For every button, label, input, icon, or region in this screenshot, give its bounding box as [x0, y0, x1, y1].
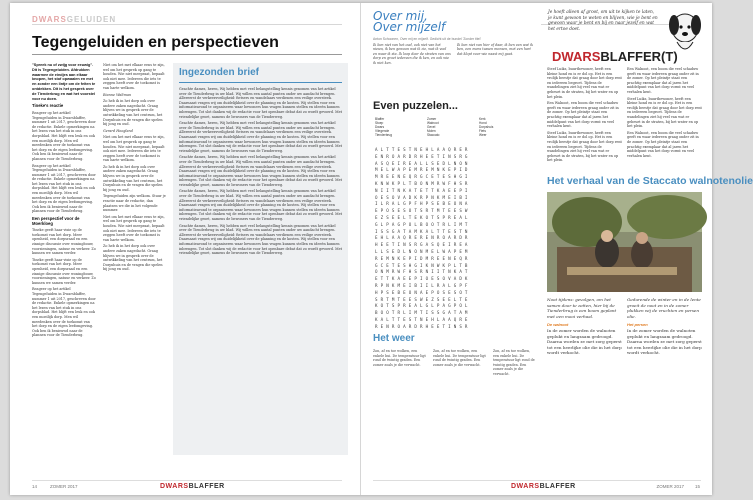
puzzle-grid-row: ETTKAEEPIOESOVADK [375, 276, 471, 282]
footer-logo [160, 483, 225, 490]
body-text: Niet om het met elkaar eens te zijn, wel om het gesprek op gang te houden. Wie niet meepraat, bepaalt ook niet mee. Iedereen die iets te zeggen heeft over de toekomst is van harte welkom. [103, 63, 165, 90]
puzzle-grid-row: ENROARDRHEETINSRG [375, 153, 471, 159]
footer-logo-rest: BLAFFER [539, 483, 576, 490]
puzzle-grid-row: NIITNKATETTKAEEPI [375, 187, 471, 193]
blaffer-text: Steef Luiks, buurtbewoner, heeft een kleine hond en is er dol op. Het is een vrolijk beestje dat graag door het dorp rent en iedereen begroet. Tijdens de wandelingen ziet hij veel van wat er gebeurt in de straten, bij het water en op het plein. [547, 130, 622, 163]
letter-body [179, 87, 342, 447]
body-text: Zo heb ik in het dorp ook over andere zaken nagedacht. Graag blijven we in gesprek over de ontwikkeling van het centrum, het Dorpshuis en de vragen die spelen bij jong en oud. [103, 164, 163, 192]
puzzle-grid-row: REMNKEPIDMREENEQR [375, 255, 471, 261]
weather-title: Het weer [373, 333, 415, 344]
signature: Rianne Waltman [103, 92, 132, 97]
letter-text: Geachte dames, heren, Wij hebben met veel belangstelling kennis genomen van het artikel over de Tienderbrug in uw blad. Wij willen een aantal punten onder uw aandacht brengen. Allereerst de verkeersveiligheid: fietsers en wandelaars verdienen een veilige oversteek. Daarnaast vragen wij om duidelijkheid over de planning en de kosten. Wij stellen voor een informatieavond te organiseren waar bewoners hun vragen kunnen stellen en ideeën kunnen inbrengen. Tot slot danken wij de redactie voor het openbare debat dat zo wordt gevoerd. Met vriendelijke groet, namens de bewoners van de Tienderweg. [179, 189, 342, 222]
footer-page-number: 15 [694, 484, 700, 489]
puzzle-word: Hond [479, 121, 487, 126]
puzzle-grid-row: ILRALGPFHPSEBEONA [375, 201, 471, 207]
magazine-spread [10, 3, 753, 495]
poem-title [373, 11, 445, 33]
letter-text: Geachte dames, heren, Wij hebben met veel belangstelling kennis genomen van het artikel over de Tienderbrug in uw blad. Wij willen een aantal punten onder uw aandacht brengen. Allereerst de verkeersveiligheid: fietsers en wandelaars verdienen een veilige oversteek. Daarnaast vragen wij om duidelijkheid over de planning en de kosten. Wij stellen voor een informatieavond te organiseren waar bewoners hun vragen kunnen stellen en ideeën kunnen inbrengen. Tot slot danken wij de redactie voor het openbare debat dat zo wordt gevoerd. Met vriendelijke groet, namens de bewoners van de Tienderweg. [179, 87, 342, 119]
puzzle-grid-row: ALTTESTNEHLAAQRER [375, 147, 471, 152]
puzzle-word: Gevel [427, 125, 436, 130]
body-text: Tineke geeft haar visie op de toekomst van het dorp. Meer openheid, een dorpsraad en een zinnige discussie over woningbouw, voorzieningen, natuur en verkeer. Zo kunnen we samen verder. [32, 257, 96, 285]
puzzle-grid-row: BOOTRLIMTISSGATAM [375, 310, 471, 316]
blaffer-title-brand: DWARS [552, 49, 601, 64]
body-text: Reageer op het artikel Tegengeluiden in Dwarsblaffer, nummer 1 uit 2017, geschreven door de redactie. Enkele opmerkingen na het lezen van het stuk in ons dorpsblad. Het blijft een leuk en ook een moeilijk dorp. Men wil meedenken over de toekomst van het dorp en de eigen leefomgeving. Ook ben ik benieuwd naar de plannen voor de Tienderbrug. [32, 287, 96, 338]
section-tag [32, 15, 116, 24]
puzzle-grid-row: GLPAGPOLBOOTRLIMT [375, 221, 471, 227]
photo-caption-1 [547, 297, 622, 356]
body-text: Zo heb ik in het dorp ook over andere zaken nagedacht. Graag blijven we in gesprek over de ontwikkeling van het centrum, het Dorpshuis en de vragen die spelen bij jong en oud. [103, 99, 163, 127]
puzzle-word: Weer [479, 133, 487, 138]
subheading: Een perspectief voor de Moerkloeg [32, 216, 80, 226]
puzzle-letter-grid [375, 147, 515, 331]
puzzle-grid-row: RPNKMEIBIILRALGPF [375, 282, 471, 288]
caption-2-text: Gedurende de winter en in de lente groeit de noot en in de zomer plukken wij de vruchten en persen olie. [627, 297, 701, 319]
body-text: Tegengeluiden zijn welkom. Stuur je reactie naar de redactie, dan plaatsen we die in het volgende nummer. [103, 194, 166, 213]
blaffer-column-2 [627, 67, 702, 167]
puzzle-word: Fiets [479, 129, 486, 134]
puzzle-word: Tienderbrug [375, 133, 393, 138]
column-2 [103, 63, 167, 463]
blaffer-text: Steef Luiks, buurtbewoner, heeft een kleine hond en is er dol op. Het is een vrolijk beestje dat graag door het dorp rent en iedereen begroet. Tijdens de wandelingen ziet hij veel van wat er gebeurt in de straten, bij het water en op het plein. [627, 96, 702, 129]
puzzle-word: Zomer [427, 117, 437, 121]
puzzle-word-column [479, 117, 493, 137]
blaffer-column-1 [547, 67, 622, 167]
letter-text: Geachte dames, heren, Wij hebben met veel belangstelling kennis genomen van het artikel over de Tienderbrug in uw blad. Wij willen een aantal punten onder uw aandacht brengen. Allereerst de verkeersveiligheid: fietsers en wandelaars verdienen een veilige oversteek. Daarnaast vragen wij om duidelijkheid over de planning en de kosten. Wij stellen voor een informatieavond te organiseren waar bewoners hun vragen kunnen stellen en ideeën kunnen inbrengen. Tot slot danken wij de redactie voor het openbare debat dat zo wordt gevoerd. Met vriendelijke groet, namens de bewoners van de Tienderweg. [179, 155, 342, 187]
puzzle-title: Even puzzelen... [373, 100, 458, 112]
body-text: Reageer op het artikel Tegengeluiden in Dwarsblaffer, nummer 1 uit 2017, geschreven door de redactie. Enkele opmerkingen na het lezen van het stuk in ons dorpsblad. Het blijft een leuk en ook een moeilijk dorp. Men wil meedenken over de toekomst van het dorp en de eigen leefomgeving. Ook ben ik benieuwd naar de plannen voor de Tienderbrug. [32, 163, 96, 214]
caption-body-2: In de zomer worden de walnoten geplukt en langzaam gedroogd. Daarna worden ze met zorg geperst tot een heerlijke olie die in het dorp wordt verkocht. [627, 327, 702, 356]
blaffer-title-rest: BLAFFER(T) [600, 49, 678, 64]
puzzle-word-column [375, 117, 392, 137]
footer-logo-rest: BLAFFER [188, 483, 225, 490]
puzzle-word: Kerk [479, 117, 486, 121]
section-tag-rest: GELUIDEN [66, 15, 117, 24]
subheading: Tineke's reactie [32, 103, 64, 109]
poem-column-1: Ik ben niet van het oud, ook niet van het nieuw, ik ben gewoon wat ik zie, wat ik voel en waar ik sta. Ik loop door de straten van ons dorp en groet iedereen die ik ken, en ook wie ik niet ken. [373, 43, 451, 65]
lead-text: "Spreek nu of zwijg voor eeuwig". Dit is Tegengeluiden. Afdrukken waarmee de eindjes aan elkaar knopen, het stof opwaaien en met en zonder een lintje om de feiten te ontdekken. Dit is het gesprek over de Tienderbrug en wat het voorstel voor nu doen. [32, 63, 96, 101]
walnut-article-title: Het verhaal van de Staccato walnotenolie [547, 175, 753, 187]
left-page [10, 3, 360, 495]
puzzle-grid-row: HEETINSRGASQEIREA [375, 242, 471, 248]
puzzle-word: Dorpshuis [479, 125, 494, 130]
puzzle-grid-row: RENROARDRHEETINSR [375, 323, 471, 329]
blaffer-text: Een Walnoot, een boom die veel schaduw geeft en waar iedereen graag onder zit in de zomer. Op het pleintje staat een prachtig exemplaar dat al jaren het middelpunt van het dorp vormt en veel verhalen kent. [627, 67, 699, 94]
puzzle-grid-row: HPSEBEONAEPOSESOT [375, 289, 471, 295]
signature: Gerard Hoogland [103, 128, 133, 133]
letter-text: Geachte dames, heren, Wij hebben met veel belangstelling kennis genomen van het artikel over de Tienderbrug in uw blad. Wij willen een aantal punten onder uw aandacht brengen. Allereerst de verkeersveiligheid: fietsers en wandelaars verdienen een veilige oversteek. Daarnaast vragen wij om duidelijkheid over de planning en de kosten. Wij stellen voor een informatieavond te organiseren waar bewoners hun vragen kunnen stellen en ideeën kunnen inbrengen. Tot slot danken wij de redactie voor het openbare debat dat zo wordt gevoerd. Met vriendelijke groet, namens de bewoners van de Tienderweg. [179, 223, 342, 256]
puzzle-word: Blaffer [375, 117, 385, 121]
poem-column-2: Ik ben niet van hier of daar, ik ben van wat ik ben, een mens tussen mensen, met een hart dat klopt voor wie naast mij gaat. [457, 43, 533, 56]
puzzle-grid-row: KALTTESTNEHLAAQRE [375, 316, 471, 322]
blaffer-text: Een Walnoot, een boom die veel schaduw geeft en waar iedereen graag onder zit in de zomer. Op het pleintje staat een prachtig exemplaar dat al jaren het middelpunt van het dorp vormt en veel verhalen kent. [547, 101, 619, 129]
puzzle-grid-row: ISSGATAMKALTTESTN [375, 228, 471, 234]
body-text: Tineke geeft haar visie op de toekomst van het dorp. Meer openheid, een dorpsraad en een zinnige discussie over woningbouw, voorzieningen, natuur en verkeer. Zo kunnen we samen verder. [32, 228, 96, 256]
footer-logo-brand: DWARS [160, 483, 189, 490]
poem-byline: Anton Schoonen, Over mij en mijzelf. Gedicht uit de bundel 'Zonder titel' [373, 37, 481, 41]
blaffer-title [552, 49, 678, 64]
body-text: Reageer op het artikel Tegengeluiden in Dwarsblaffer, nummer 1 uit 2017, geschreven door de redactie. Enkele opmerkingen na het lezen van het stuk in ons dorpsblad. Het blijft een leuk en ook een moeilijk dorp. Men wil meedenken over de toekomst van het dorp en de eigen leefomgeving. Ook ben ik benieuwd naar de plannen voor de Tienderbrug. [32, 110, 96, 161]
walnut-photo [547, 192, 702, 292]
letter-text: Geachte dames, heren, Wij hebben met veel belangstelling kennis genomen van het artikel over de Tienderbrug in uw blad. Wij willen een aantal punten onder uw aandacht brengen. Allereerst de verkeersveiligheid: fietsers en wandelaars verdienen een veilige oversteek. Daarnaast vragen wij om duidelijkheid over de planning en de kosten. Wij stellen voor een informatieavond te organiseren waar bewoners hun vragen kunnen stellen en ideeën kunnen inbrengen. Tot slot danken wij de redactie voor het openbare debat dat zo wordt gevoerd. Met vriendelijke groet, namens de bewoners van de Tienderweg. [179, 121, 342, 153]
weather-text-3: Zon, af en toe wolken, een enkele bui. De temperatuur ligt rond de twintig graden. Een zomer zoals je die verwacht. [493, 349, 535, 376]
letter-box-title: Ingezonden brief [179, 67, 259, 78]
puzzle-grid-row: MELWAPEMREMNKEPID [375, 167, 471, 173]
puzzle-grid-row: ONMRWFHSRNIITNKAT [375, 269, 471, 275]
puzzle-grid-row: MREENEQRGCETESHGI [375, 174, 471, 180]
title-rule [32, 54, 342, 55]
header-rule [32, 24, 342, 25]
puzzle-grid-row: GCETESHGIKNWKPLTB [375, 262, 471, 268]
puzzle-word: Walnoot [427, 121, 439, 126]
puzzle-word: Molen [427, 129, 436, 134]
footer-logo-brand: DWARS [511, 483, 540, 490]
puzzle-word: Dwars [375, 125, 385, 130]
caption-heading-2: Het persen [627, 322, 648, 328]
caption-body-1: In de zomer worden de walnoten geplukt en langzaam gedroogd. Daarna worden ze met zorg geperst tot een heerlijke olie die in het dorp wordt verkocht. [547, 327, 622, 356]
puzzle-word: Vliegende [375, 129, 390, 134]
letter-box-rule [179, 82, 342, 83]
column-1 [32, 63, 96, 463]
weather-text-2: Zon, af en toe wolken, een enkele bui. De temperatuur ligt rond de twintig graden. Een zomer zoals je die verwacht. [433, 349, 486, 367]
puzzle-grid-row: EPOSESOTSRTMTEESW [375, 208, 471, 214]
body-text: Niet om het met elkaar eens te zijn, wel om het gesprek op gang te houden. Wie niet meepraat, bepaalt ook niet mee. Iedereen die iets te zeggen heeft over de toekomst is van harte welkom. [103, 214, 165, 242]
puzzle-grid-row: EZSEELTEKOTSPREAL [375, 214, 471, 220]
blaffer-text: Steef Luiks, buurtbewoner, heeft een kleine hond en is er dol op. Het is een vrolijk beestje dat graag door het dorp rent en iedereen begroet. Tijdens de wandelingen ziet hij veel van wat er gebeurt in de straten, bij het water en op het plein. [547, 67, 622, 99]
puzzle-word-column [427, 117, 439, 137]
puzzle-grid-row: LLSEDLNONMELWAPEM [375, 248, 471, 254]
footer-issue: ZOMER 2017 [50, 484, 78, 489]
section-tag-brand: DWARS [32, 15, 67, 24]
caption-heading-1: De walnoot [547, 322, 569, 328]
weather-text-1: Zon, af en toe wolken, een enkele bui. De temperatuur ligt rond de twintig graden. Een zomer zoals je die verwacht. [373, 349, 426, 367]
puzzle-grid-row: SRTMTEESWEZSEELTE [375, 296, 471, 302]
puzzle-word-list [375, 117, 535, 145]
intro-quote: Je hoeft alleen af groot, om uit te kijken te laten, je kunt gewoon te weten en blijven, wie je bent en gewoon waar je bent en bij en naar jezelf en wat het ertoe doet. [548, 10, 658, 32]
puzzle-grid-row: KNWKPLTBONMRWFHSR [375, 180, 471, 186]
puzzle-word: Staccato [427, 133, 440, 138]
footer-line [32, 480, 342, 481]
puzzle-word: Stoep [375, 121, 384, 126]
footer-page-number: 14 [32, 484, 38, 489]
puzzle-grid-row: KOTSPREALGLPAGPOL [375, 303, 471, 309]
caption-1-text: Noot tijdens: gevolgen, om het samen door te zetten, hier bij de Tienderbrug is een boom geplant met een mooi verhaal. [547, 297, 617, 319]
blaffer-text: Een Walnoot, een boom die veel schaduw geeft en waar iedereen graag onder zit in de zomer. Op het pleintje staat een prachtig exemplaar dat al jaren het middelpunt van het dorp vormt en veel verhalen kent. [627, 130, 699, 158]
body-text: Zo heb ik in het dorp ook over andere zaken nagedacht. Graag blijven we in gesprek over de ontwikkeling van het centrum, het Dorpshuis en de vragen die spelen bij jong en oud. [103, 244, 163, 272]
puzzle-grid-row: OESOVADKRPNKMEIBI [375, 194, 471, 200]
puzzle-grid-row: EHLAAQRERENROARDR [375, 235, 471, 241]
right-page [361, 3, 753, 495]
body-text: Niet om het met elkaar eens te zijn, wel om het gesprek op gang te houden. Wie niet meepraat, bepaalt ook niet mee. Iedereen die iets te zeggen heeft over de toekomst is van harte welkom. [103, 135, 165, 163]
poem-title-line-1: Over mij, [373, 9, 428, 23]
photo-caption-2 [627, 297, 702, 356]
footer-line [373, 480, 701, 481]
footer-logo [511, 483, 576, 490]
puzzle-grid-row: ASQEIREALLSEDLNON [375, 160, 471, 166]
poem-title-line-2: Over mijzelf [373, 20, 446, 34]
footer-issue: ZOMER 2017 [656, 484, 684, 489]
article-title: Tegengeluiden en perspectieven [32, 34, 279, 51]
